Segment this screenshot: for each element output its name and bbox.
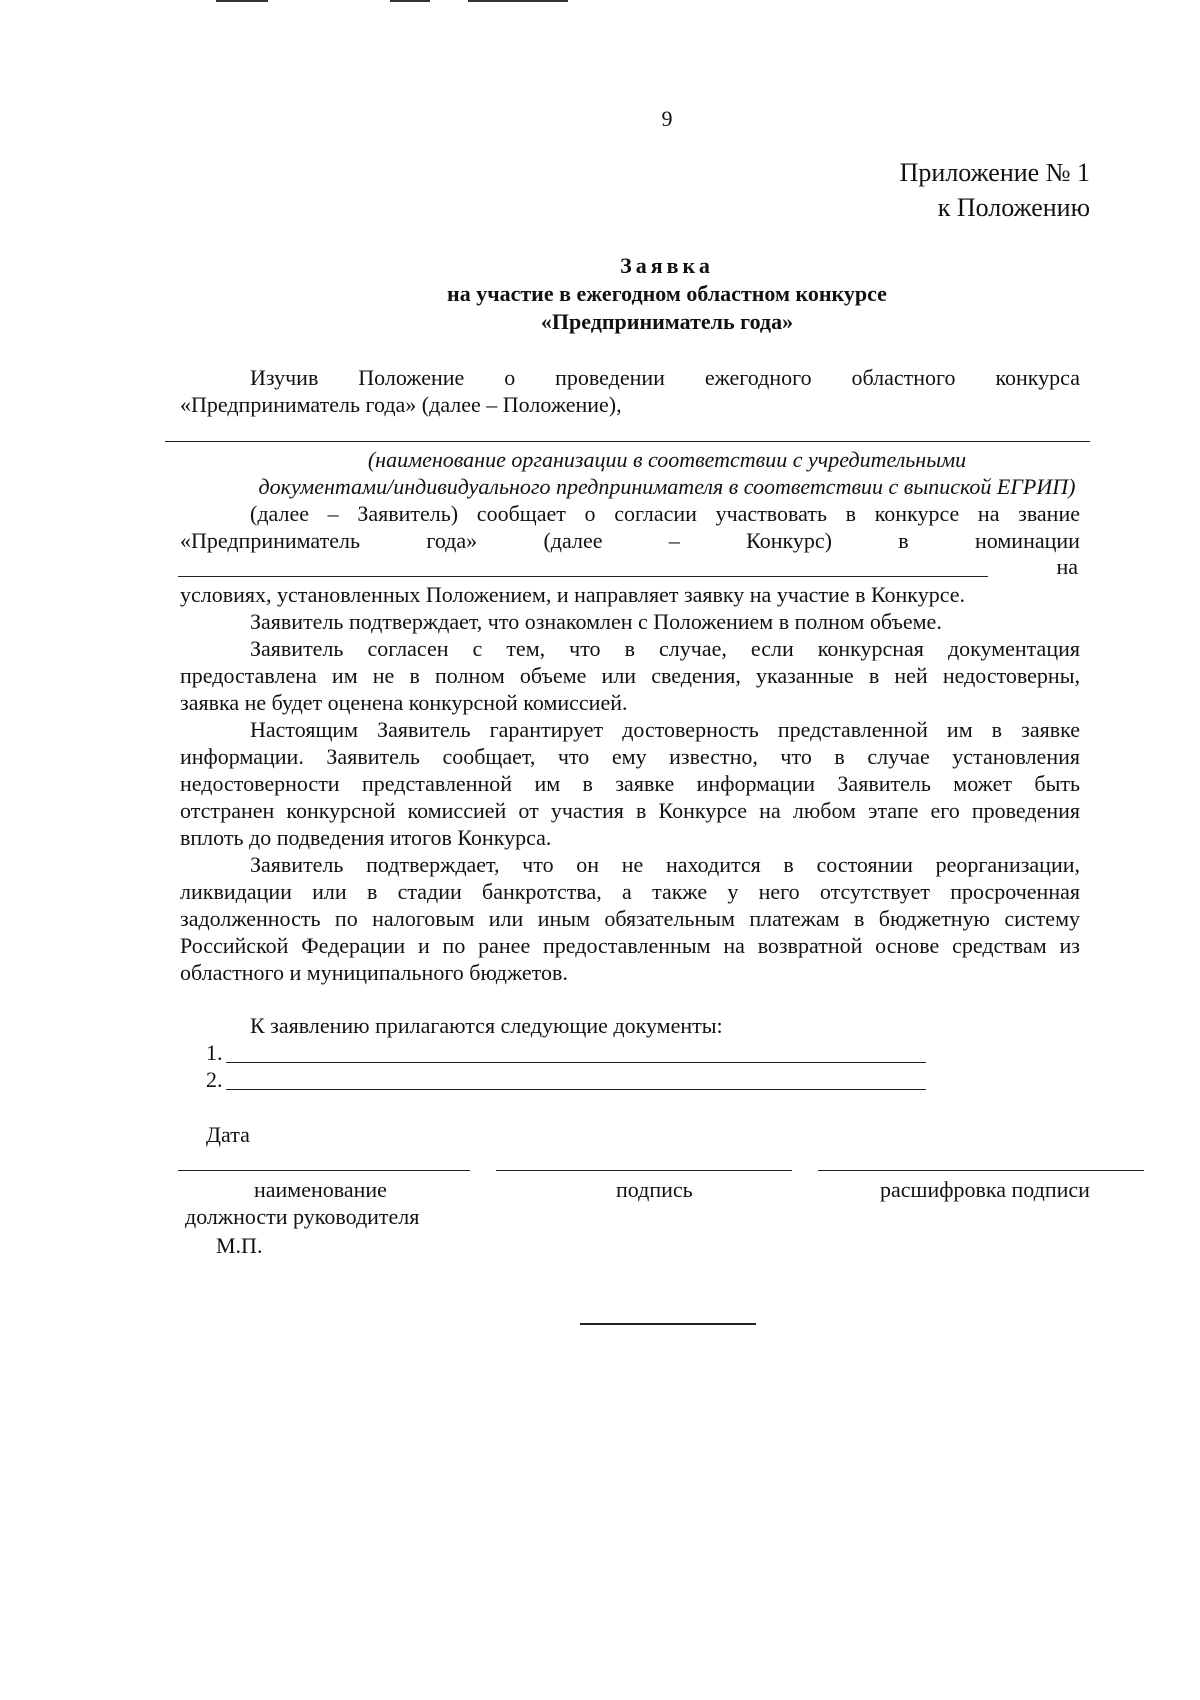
position-label-2: должности руководителя xyxy=(185,1204,420,1229)
appendix-sublabel: к Положению xyxy=(937,193,1090,222)
nomination-field[interactable] xyxy=(178,576,988,577)
intro-line-1 xyxy=(250,364,1080,391)
paragraph-4-line: Российской Федерации и по ранее предоставленным на возвратной основе средствам из xyxy=(180,933,1080,958)
paragraph-1-line: Заявитель подтверждает, что ознакомлен с Положением в полном объеме. xyxy=(250,609,942,634)
applicant-word: в xyxy=(898,528,909,553)
contest-name: «Предприниматель года» xyxy=(540,309,794,334)
applicant-word: «Предприниматель xyxy=(180,528,361,553)
applicant-line-4: условиях, установленных Положением, и направляет заявку на участие в Конкурсе. xyxy=(180,582,965,607)
paragraph-4-line: ликвидации или в стадии банкротства, а также у него отсутствует просроченная xyxy=(180,879,1080,904)
paragraph-4-line: Заявитель подтверждает, что он не находится в состоянии реорганизации, xyxy=(250,852,1080,877)
intro-word: проведении xyxy=(555,365,665,390)
scan-artifact-line xyxy=(390,0,430,2)
signature-field[interactable] xyxy=(496,1170,792,1171)
applicant-word: года» xyxy=(426,528,478,553)
applicant-word: Конкурс) xyxy=(746,528,832,553)
attachment-1-field[interactable] xyxy=(226,1062,926,1063)
intro-word: Изучив xyxy=(250,365,319,390)
paragraph-3-line: отстранен конкурсной комиссией от участия в Конкурсе на любом этапе его проведения xyxy=(180,798,1080,823)
scan-artifact-line xyxy=(216,0,268,2)
scan-artifact-line xyxy=(468,0,568,2)
attachments-heading: К заявлению прилагаются следующие документы: xyxy=(250,1013,723,1038)
document-title: Заявка xyxy=(620,253,714,278)
applicant-word: – xyxy=(668,528,680,553)
paragraph-2-line: заявка не будет оценена конкурсной комиссией. xyxy=(180,690,628,715)
signature-label: подпись xyxy=(616,1177,693,1202)
applicant-na: на xyxy=(1056,554,1078,579)
stamp-label: М.П. xyxy=(216,1233,263,1258)
page-number: 9 xyxy=(661,106,673,131)
appendix-label: Приложение № 1 xyxy=(899,158,1090,187)
signature-decoding-label: расшифровка подписи xyxy=(880,1177,1090,1202)
intro-word: конкурса xyxy=(995,365,1080,390)
applicant-line-1: (далее – Заявитель) сообщает о согласии участвовать в конкурсе на звание xyxy=(250,501,1080,526)
organization-caption-2: документами/индивидуального предпринимателя в соответствии с выпиской ЕГРИП) xyxy=(258,474,1076,499)
document-subtitle: на участие в ежегодном областном конкурсе xyxy=(447,281,887,306)
applicant-word: (далее xyxy=(543,528,603,553)
attachment-number-2: 2. xyxy=(206,1067,223,1092)
position-field[interactable] xyxy=(178,1170,470,1171)
intro-word: Положение xyxy=(358,365,465,390)
position-label: наименование xyxy=(254,1177,387,1202)
paragraph-2-line: предоставлена им не в полном объеме или сведения, указанные в ней недостоверны, xyxy=(180,663,1080,688)
intro-word: областного xyxy=(851,365,956,390)
closing-rule xyxy=(580,1323,756,1325)
paragraph-2-line: Заявитель согласен с тем, что в случае, если конкурсная документация xyxy=(250,636,1080,661)
attachment-2-field[interactable] xyxy=(226,1089,926,1090)
intro-word: о xyxy=(504,365,516,390)
applicant-word: номинации xyxy=(975,528,1080,553)
attachment-number-1: 1. xyxy=(206,1040,223,1065)
paragraph-3-line: информации. Заявитель сообщает, что ему известно, что в случае установления xyxy=(180,744,1080,769)
paragraph-4-line: задолженность по налоговым или иным обязательным платежам в бюджетную систему xyxy=(180,906,1080,931)
paragraph-3-line: недостоверности представленной им в заявке информации Заявитель может быть xyxy=(180,771,1080,796)
intro-word: ежегодного xyxy=(704,365,812,390)
paragraph-3-line: вплоть до подведения итогов Конкурса. xyxy=(180,825,552,850)
applicant-line-2 xyxy=(180,527,1080,554)
date-label: Дата xyxy=(206,1122,250,1147)
organization-caption-1: (наименование организации в соответствии с учредительными xyxy=(367,447,967,472)
signature-decoding-field[interactable] xyxy=(818,1170,1144,1171)
organization-name-field[interactable] xyxy=(165,441,1090,442)
intro-line-2: «Предприниматель года» (далее – Положение), xyxy=(180,392,622,417)
paragraph-3-line: Настоящим Заявитель гарантирует достоверность представленной им в заявке xyxy=(250,717,1080,742)
paragraph-4-line: областного и муниципального бюджетов. xyxy=(180,960,568,985)
